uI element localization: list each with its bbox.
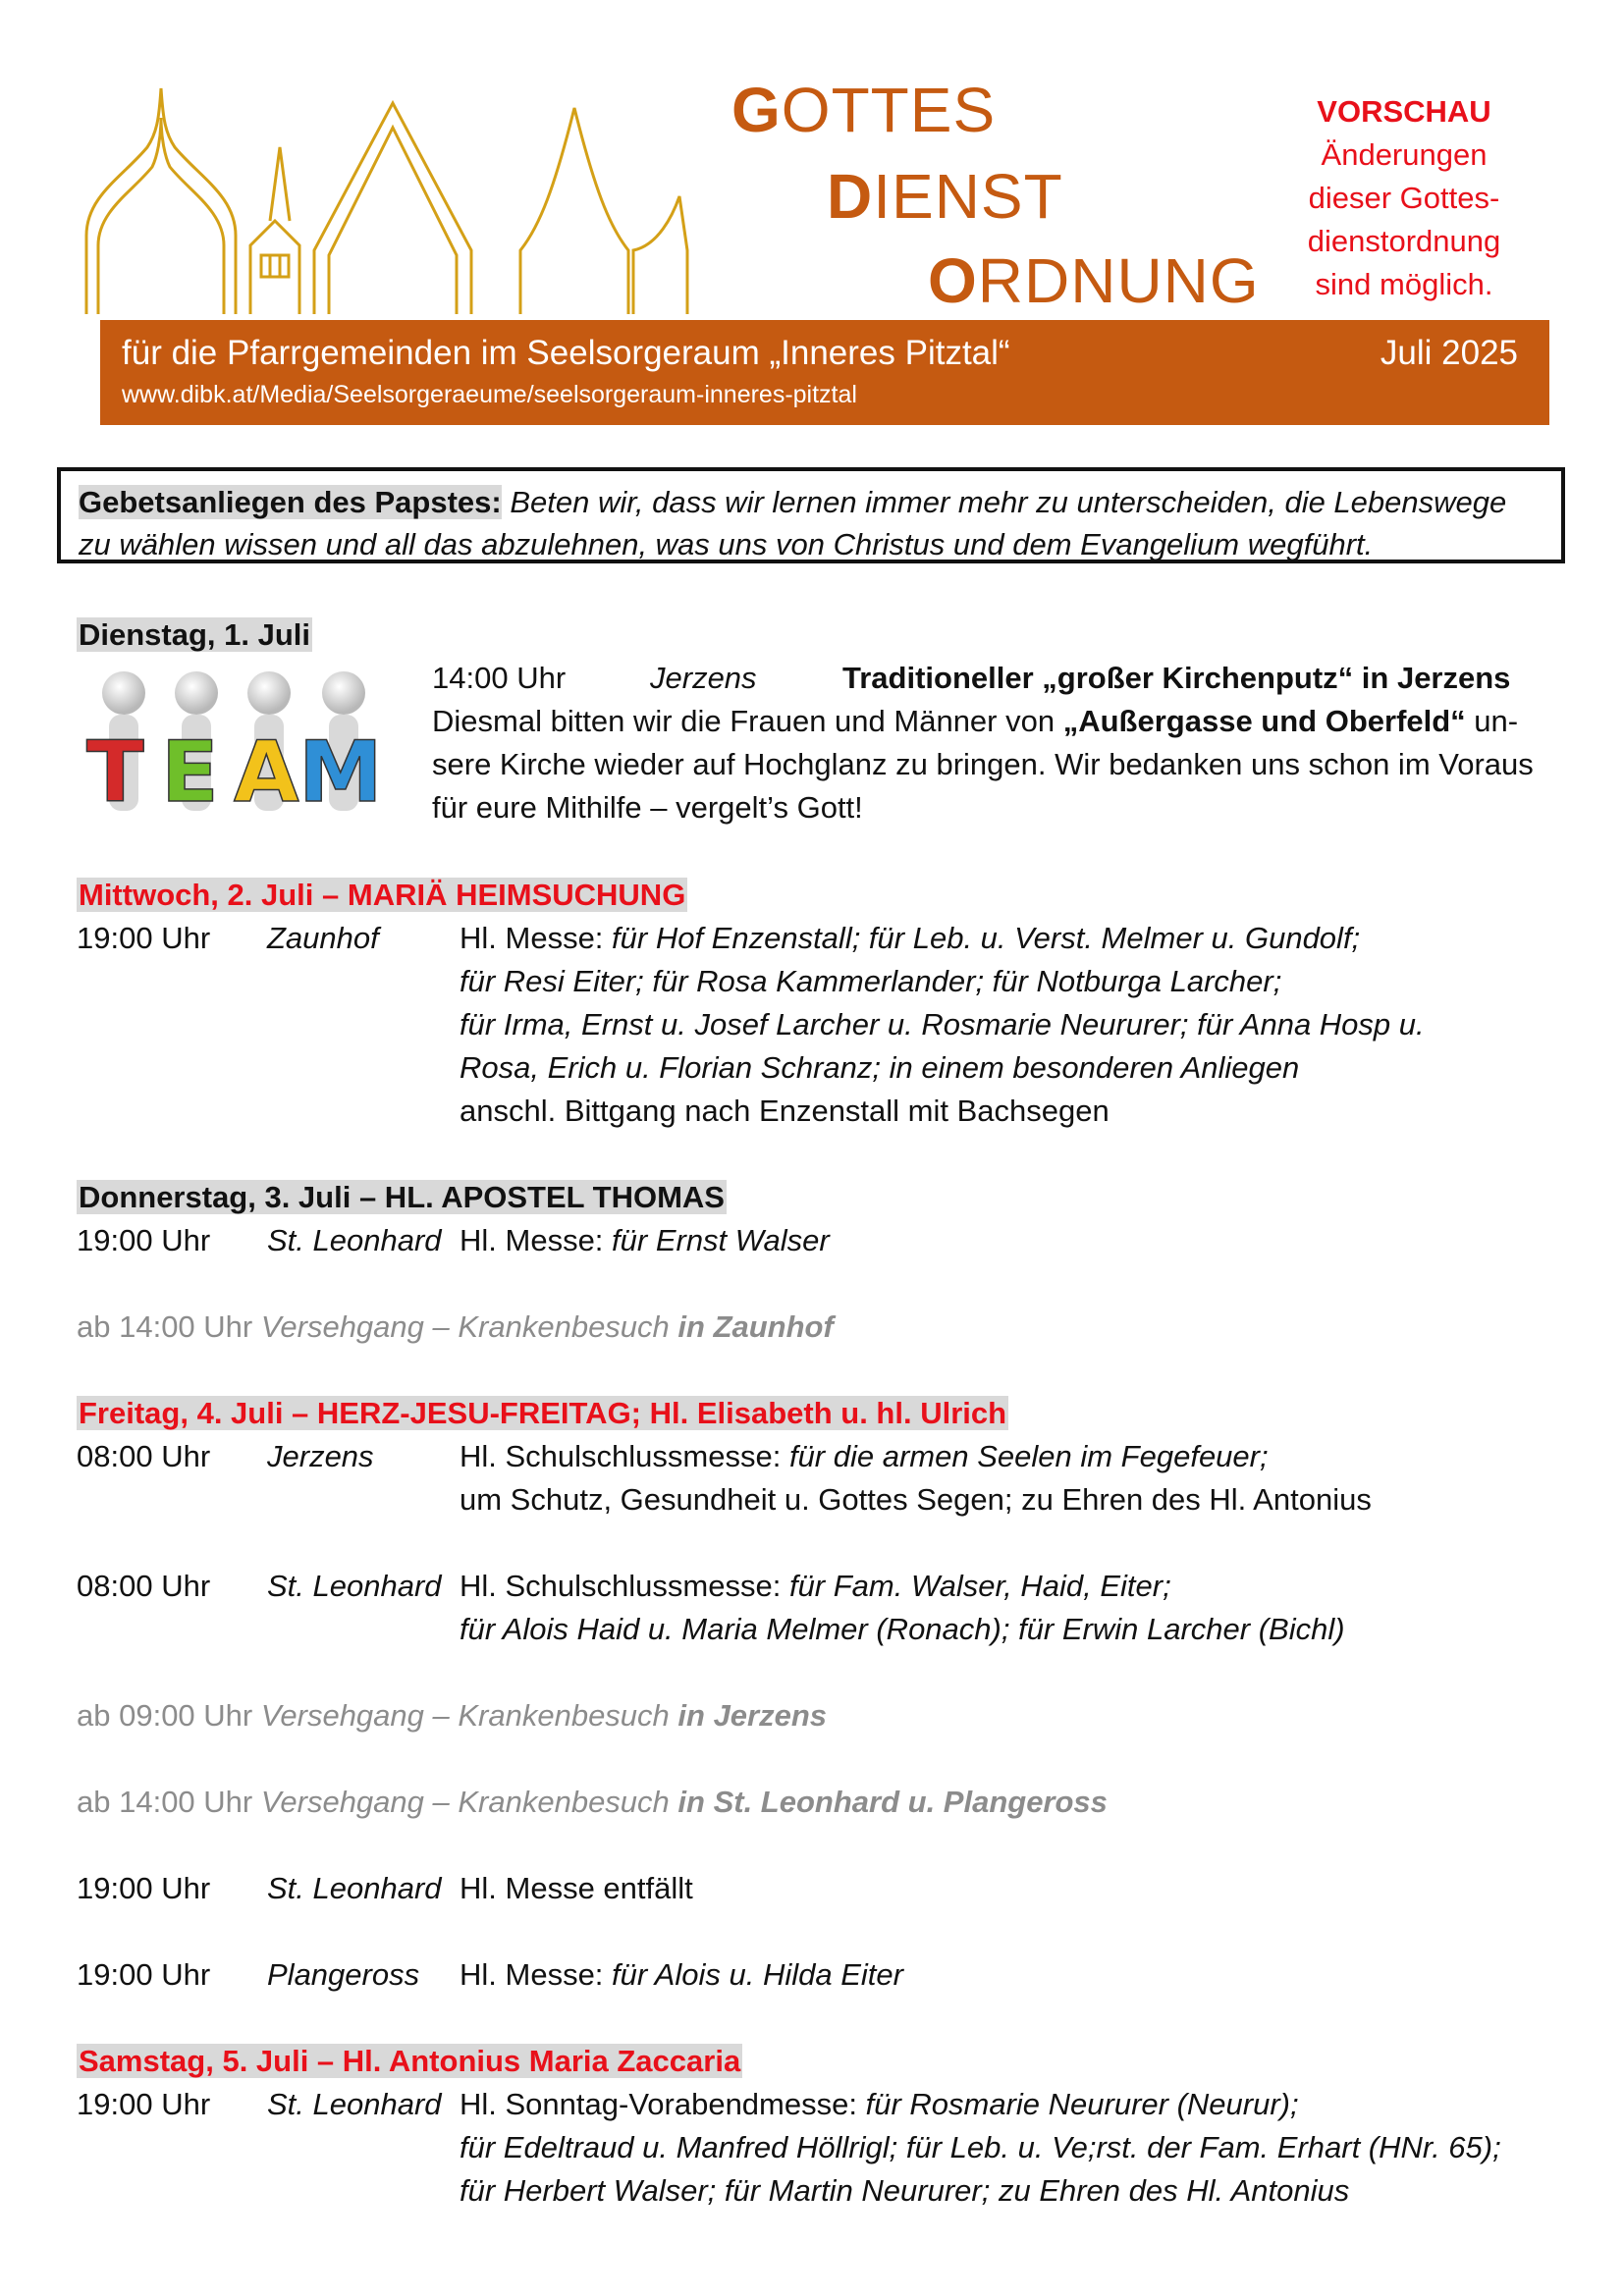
mass-time: 08:00 Uhr: [77, 1569, 211, 1603]
mass-intentions: für Edeltraud u. Manfred Höllrigl; für Leb. u. Ve;rst. der Fam. Erhart (HNr. 65);: [460, 2130, 1501, 2164]
mass-intentions: Hl. Schulschlussmesse: für Fam. Walser, Haid, Eiter;: [460, 1569, 1171, 1603]
prayer-text-line2: zu wählen wissen und all das abzulehnen, was uns von Christus und dem Evangelium wegführt.: [79, 527, 1374, 561]
month-label: Juli 2025: [1380, 334, 1518, 372]
mass-intentions: Hl. Messe: für Hof Enzenstall; für Leb. u. Verst. Melmer u. Gundolf;: [460, 921, 1361, 955]
mass-intentions: für Resi Eiter; für Rosa Kammerlander; für Notburga Larcher;: [460, 964, 1282, 998]
mass-cancelled-note: Hl. Messe entfällt: [460, 1871, 693, 1905]
mass-place: St. Leonhard: [267, 1871, 442, 1905]
mass-place: Zaunhof: [267, 921, 379, 955]
mass-time: 19:00 Uhr: [77, 1223, 211, 1257]
mass-note: anschl. Bittgang nach Enzenstall mit Bachsegen: [460, 1094, 1110, 1128]
mass-time: 19:00 Uhr: [77, 1957, 211, 1992]
parish-name: für die Pfarrgemeinden im Seelsorgeraum „Inneres Pitztal“: [122, 334, 1010, 372]
mass-intentions: Rosa, Erich u. Florian Schranz; in einem besonderen Anliegen: [460, 1050, 1300, 1085]
mass-time: 19:00 Uhr: [77, 1871, 211, 1905]
church-silhouette-logo: [79, 79, 717, 324]
header-banner: [100, 320, 1549, 425]
preview-line: sind möglich.: [1315, 267, 1493, 301]
svg-text:T: T: [86, 723, 144, 821]
event-place: Jerzens: [650, 661, 757, 695]
preview-line: Änderungen: [1321, 137, 1488, 172]
prayer-text-line1: Beten wir, dass wir lernen immer mehr zu unterscheiden, die Lebenswege: [510, 485, 1507, 519]
svg-text:M: M: [298, 723, 383, 821]
mass-intentions: Hl. Messe: für Alois u. Hilda Eiter: [460, 1957, 903, 1992]
sick-visit-note: ab 14:00 Uhr Versehgang – Krankenbesuch in Zaunhof: [77, 1309, 834, 1344]
event-description: Diesmal bitten wir die Frauen und Männer von „Außergasse und Oberfeld“ un-: [432, 704, 1519, 738]
day-heading-wednesday: Mittwoch, 2. Juli – MARIÄ HEIMSUCHUNG: [79, 878, 686, 912]
title-line-dienst: DIENST: [827, 161, 1063, 232]
event-title: Traditioneller „großer Kirchenputz“ in Jerzens: [842, 661, 1511, 695]
mass-intentions: für Irma, Ernst u. Josef Larcher u. Rosmarie Neururer; für Anna Hosp u.: [460, 1007, 1425, 1041]
day-heading-friday: Freitag, 4. Juli – HERZ-JESU-FREITAG; Hl. Elisabeth u. hl. Ulrich: [79, 1396, 1007, 1430]
mass-place: St. Leonhard: [267, 2087, 442, 2121]
svg-text:E: E: [161, 723, 219, 821]
preview-line: dienstordnung: [1307, 224, 1501, 258]
mass-time: 08:00 Uhr: [77, 1439, 211, 1473]
sick-visit-note: ab 14:00 Uhr Versehgang – Krankenbesuch in St. Leonhard u. Plangeross: [77, 1785, 1108, 1819]
mass-intentions: um Schutz, Gesundheit u. Gottes Segen; zu Ehren des Hl. Antonius: [460, 1482, 1372, 1517]
day-heading-thursday: Donnerstag, 3. Juli – HL. APOSTEL THOMAS: [79, 1180, 725, 1214]
mass-place: Jerzens: [267, 1439, 374, 1473]
event-description: für eure Mithilfe – vergelt’s Gott!: [432, 790, 863, 825]
mass-intentions: für Alois Haid u. Maria Melmer (Ronach); für Erwin Larcher (Bichl): [460, 1612, 1345, 1646]
title-line-ordnung: ORDNUNG: [928, 245, 1260, 316]
mass-time: 19:00 Uhr: [77, 921, 211, 955]
preview-line: dieser Gottes-: [1308, 181, 1500, 215]
svg-text:A: A: [234, 723, 299, 821]
mass-place: Plangeross: [267, 1957, 420, 1992]
event-description: sere Kirche wieder auf Hochglanz zu bringen. Wir bedanken uns schon im Voraus: [432, 747, 1534, 781]
mass-time: 19:00 Uhr: [77, 2087, 211, 2121]
mass-intentions: Hl. Sonntag-Vorabendmesse: für Rosmarie Neururer (Neurur);: [460, 2087, 1299, 2121]
mass-place: St. Leonhard: [267, 1569, 442, 1603]
team-figures-image: [77, 664, 401, 821]
mass-intentions: für Herbert Walser; für Martin Neururer; zu Ehren des Hl. Antonius: [460, 2173, 1350, 2208]
preview-notice: [1286, 90, 1522, 306]
day-heading-tuesday: Dienstag, 1. Juli: [79, 617, 311, 652]
mass-intentions: Hl. Messe: für Ernst Walser: [460, 1223, 830, 1257]
event-time: 14:00 Uhr: [432, 661, 567, 695]
sick-visit-note: ab 09:00 Uhr Versehgang – Krankenbesuch in Jerzens: [77, 1698, 828, 1733]
pope-prayer-box: [57, 467, 1565, 563]
preview-heading: VORSCHAU: [1317, 94, 1491, 129]
title-line-gottes: GOTTES: [731, 75, 997, 145]
prayer-label: Gebetsanliegen des Papstes:: [79, 485, 502, 519]
day-heading-saturday: Samstag, 5. Juli – Hl. Antonius Maria Zaccaria: [79, 2044, 741, 2078]
mass-place: St. Leonhard: [267, 1223, 442, 1257]
website-url: www.dibk.at/Media/Seelsorgeraeume/seelsorgeraum-inneres-pitztal: [122, 381, 857, 408]
mass-intentions: Hl. Schulschlussmesse: für die armen Seelen im Fegefeuer;: [460, 1439, 1269, 1473]
